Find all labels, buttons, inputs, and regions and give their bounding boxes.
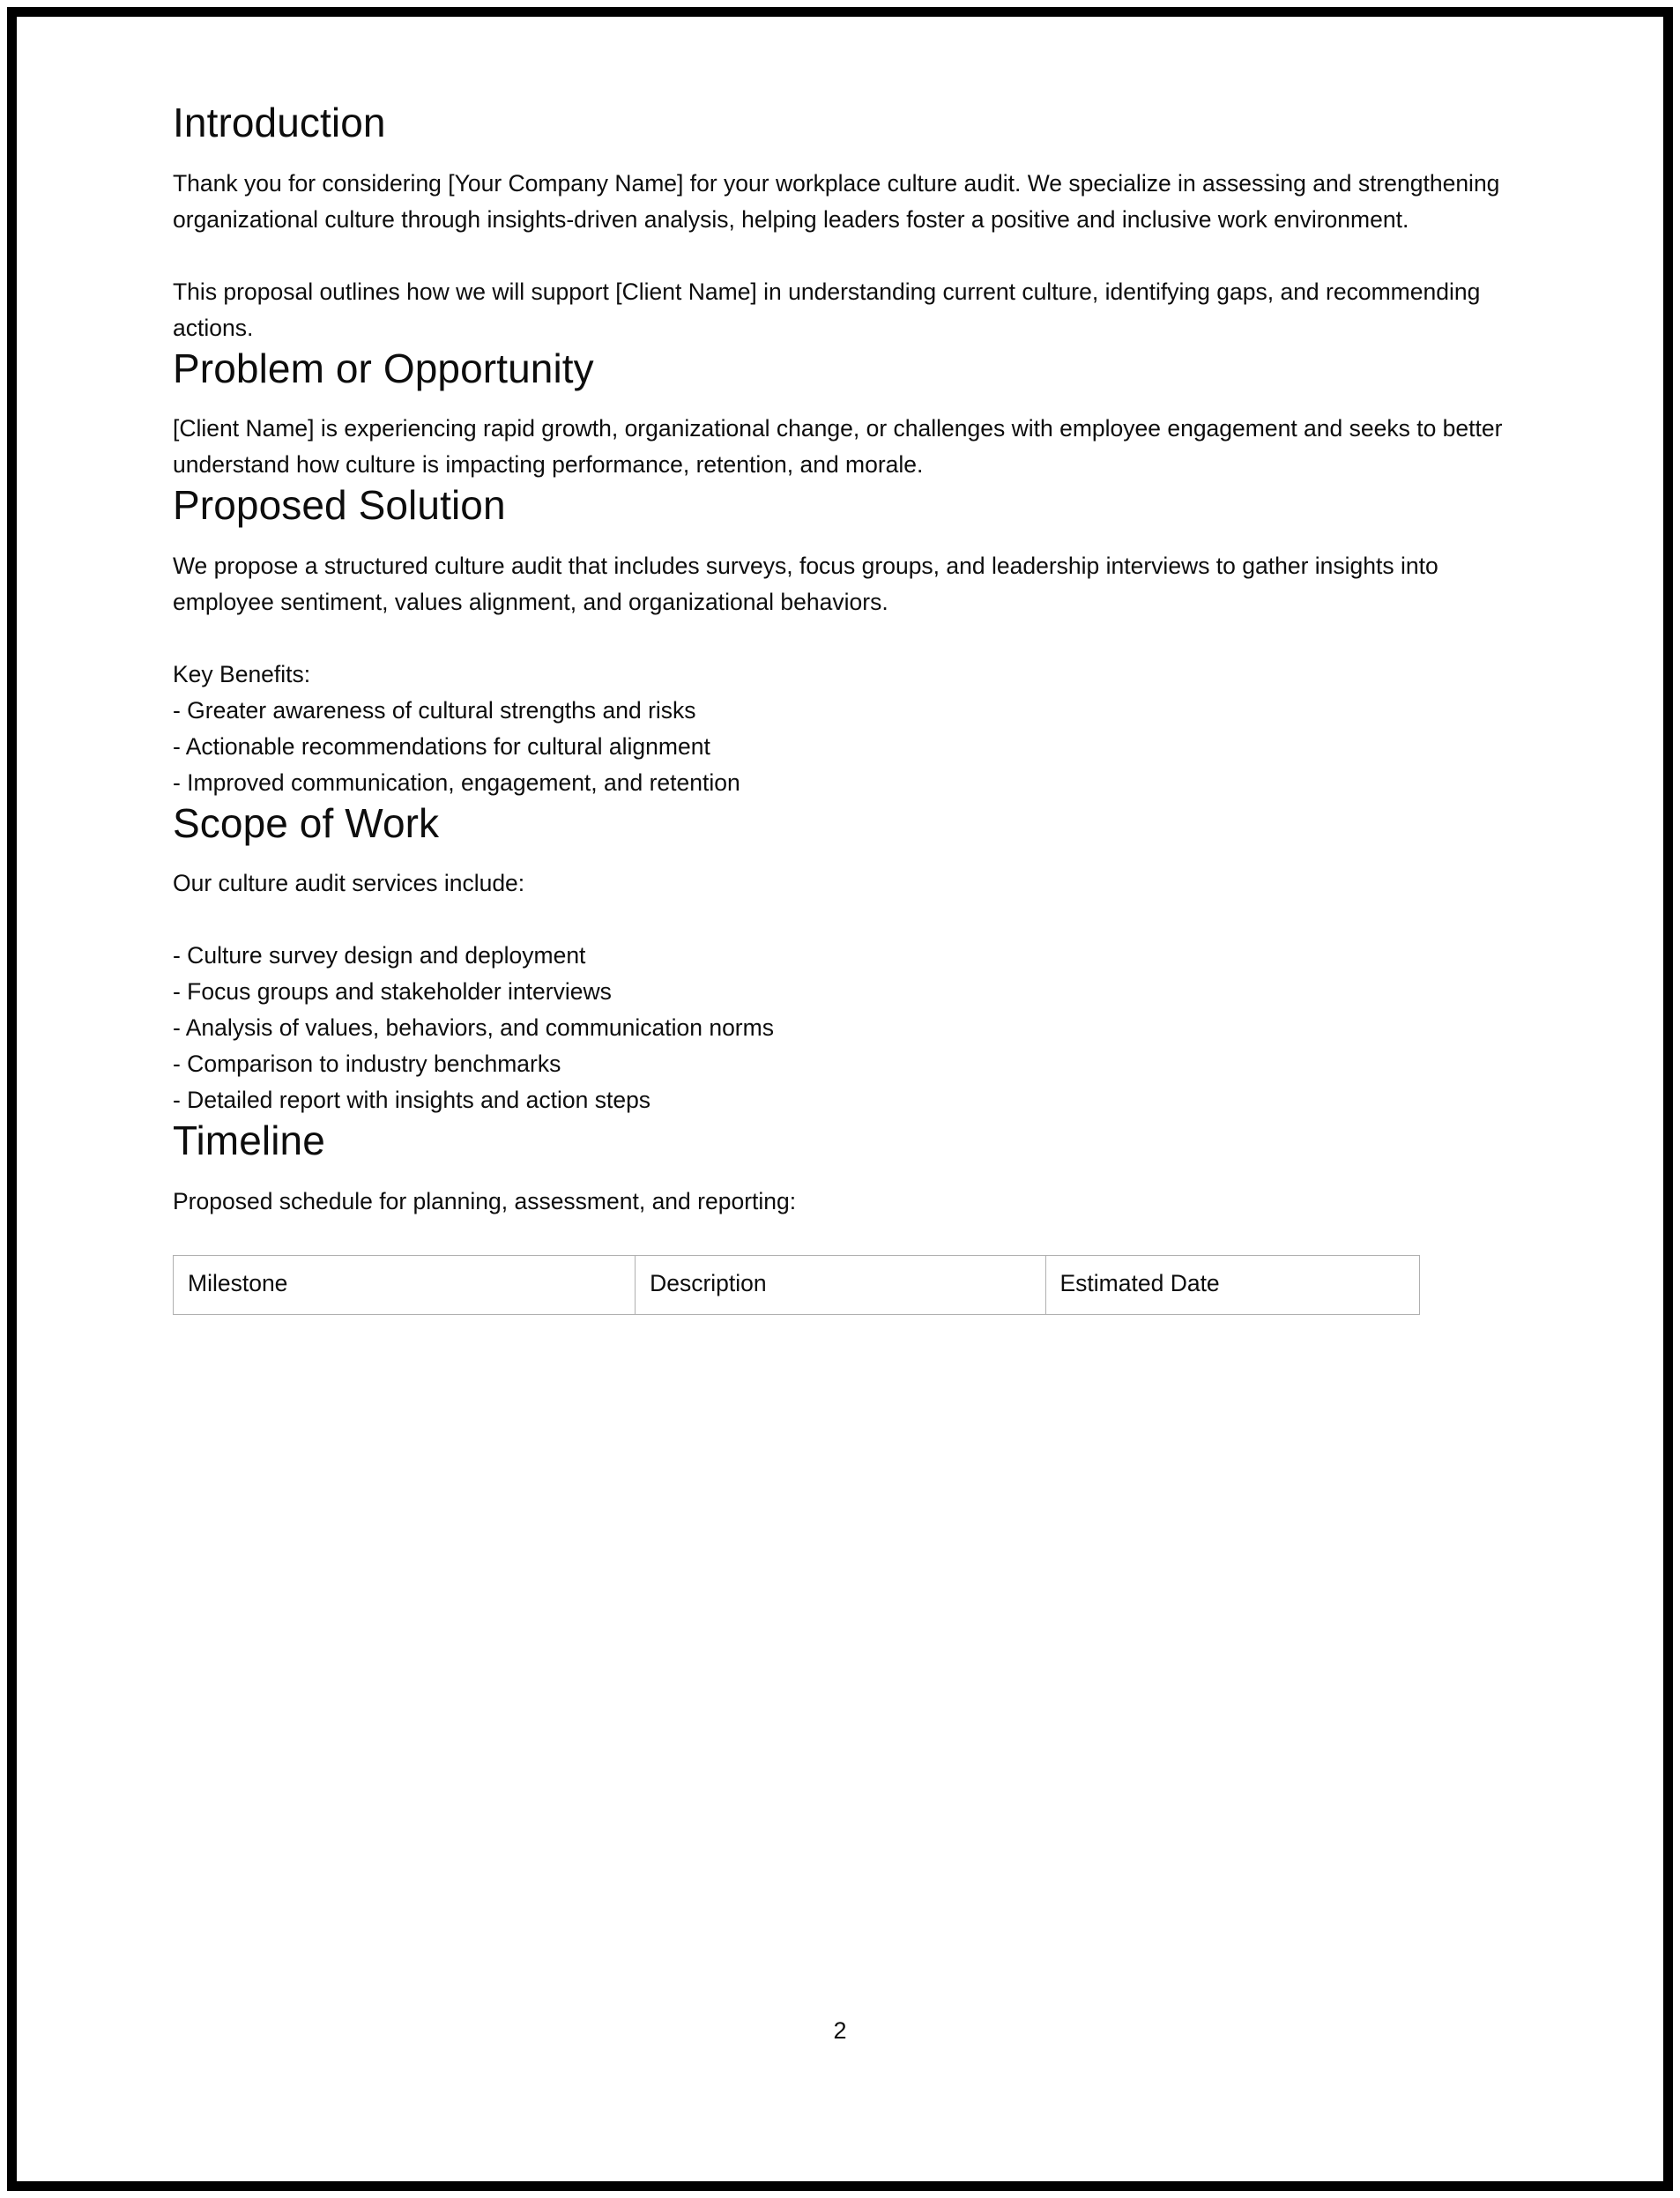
list-item: - Detailed report with insights and action steps xyxy=(173,1087,651,1114)
table-header-milestone: Milestone xyxy=(174,1255,636,1314)
scope-intro: Our culture audit services include: xyxy=(173,870,525,897)
introduction-paragraph-2: This proposal outlines how we will support [Client Name] in understanding current culture, identifying gaps, and recommending actions. xyxy=(173,278,1481,341)
heading-problem-or-opportunity: Problem or Opportunity xyxy=(173,345,594,391)
timeline-intro: Proposed schedule for planning, assessment, and reporting: xyxy=(173,1187,797,1214)
heading-proposed-solution: Proposed Solution xyxy=(173,482,506,529)
problem-paragraph-1: [Client Name] is experiencing rapid growth, organizational change, or challenges with employee engagement and seeks to better understand how culture is impacting performance, retention, and morale. xyxy=(173,415,1503,479)
table-header-estimated-date: Estimated Date xyxy=(1045,1255,1420,1314)
list-item: - Improved communication, engagement, and retention xyxy=(173,769,740,796)
page-content xyxy=(173,100,1513,1315)
list-item: - Greater awareness of cultural strengths and risks xyxy=(173,696,696,724)
introduction-paragraph-1: Thank you for considering [Your Company Name] for your workplace culture audit. We specialize in assessing and strengthening organizational culture through insights-driven analysis, helping leaders foster a positive and inclusive work environment. xyxy=(173,169,1500,233)
list-item: - Actionable recommendations for cultural alignment xyxy=(173,732,710,760)
scope-items-block xyxy=(173,938,1513,1118)
heading-timeline: Timeline xyxy=(173,1118,325,1164)
list-item: - Focus groups and stakeholder interviews xyxy=(173,978,612,1006)
heading-scope-of-work: Scope of Work xyxy=(173,799,440,846)
key-benefits-label: Key Benefits: xyxy=(173,660,311,687)
heading-introduction: Introduction xyxy=(173,100,386,145)
page-number: 2 xyxy=(833,2017,847,2044)
table-header-row xyxy=(174,1255,1420,1314)
timeline-table xyxy=(173,1255,1420,1315)
solution-paragraph-1: We propose a structured culture audit that includes surveys, focus groups, and leadership interviews to gather insights into employee sentiment, values alignment, and organizational behaviors. xyxy=(173,552,1438,615)
table-header-description: Description xyxy=(636,1255,1045,1314)
page-border-frame xyxy=(7,7,1673,2191)
list-item: - Analysis of values, behaviors, and communication norms xyxy=(173,1014,774,1042)
list-item: - Culture survey design and deployment xyxy=(173,942,586,969)
timeline-table-container xyxy=(173,1255,1513,1315)
key-benefits-block xyxy=(173,657,1513,801)
list-item: - Comparison to industry benchmarks xyxy=(173,1051,561,1078)
